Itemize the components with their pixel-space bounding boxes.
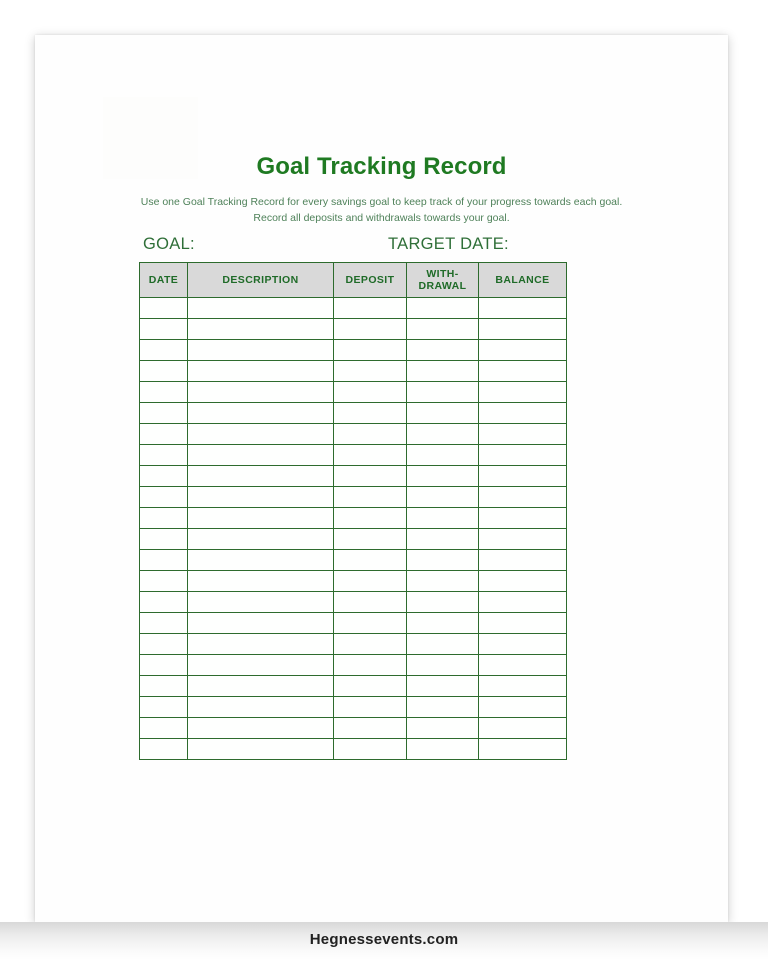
table-cell-deposit[interactable] bbox=[334, 571, 407, 592]
table-cell-withdrawal[interactable] bbox=[407, 424, 479, 445]
table-cell-date[interactable] bbox=[140, 403, 188, 424]
table-cell-deposit[interactable] bbox=[334, 298, 407, 319]
table-row bbox=[140, 319, 567, 340]
table-cell-deposit[interactable] bbox=[334, 424, 407, 445]
column-header-balance: BALANCE bbox=[479, 263, 567, 298]
table-cell-deposit[interactable] bbox=[334, 718, 407, 739]
table-cell-date[interactable] bbox=[140, 382, 188, 403]
column-header-deposit: DEPOSIT bbox=[334, 263, 407, 298]
table-cell-description[interactable] bbox=[188, 298, 334, 319]
table-cell-balance[interactable] bbox=[479, 487, 567, 508]
table-header-row bbox=[140, 263, 567, 298]
table-cell-withdrawal[interactable] bbox=[407, 403, 479, 424]
document-page bbox=[35, 35, 728, 922]
table-row bbox=[140, 655, 567, 676]
page-title: Goal Tracking Record bbox=[256, 153, 507, 180]
table-cell-balance[interactable] bbox=[479, 613, 567, 634]
table-row bbox=[140, 403, 567, 424]
table-row bbox=[140, 466, 567, 487]
table-row bbox=[140, 592, 567, 613]
table-cell-date[interactable] bbox=[140, 424, 188, 445]
table-cell-date[interactable] bbox=[140, 634, 188, 655]
table-row bbox=[140, 340, 567, 361]
table-row bbox=[140, 382, 567, 403]
table-cell-description[interactable] bbox=[188, 361, 334, 382]
table-cell-deposit[interactable] bbox=[334, 508, 407, 529]
table-cell-date[interactable] bbox=[140, 550, 188, 571]
table-cell-withdrawal[interactable] bbox=[407, 298, 479, 319]
table-cell-withdrawal[interactable] bbox=[407, 529, 479, 550]
table-cell-balance[interactable] bbox=[479, 319, 567, 340]
table-cell-date[interactable] bbox=[140, 445, 188, 466]
table-cell-deposit[interactable] bbox=[334, 634, 407, 655]
table-cell-description[interactable] bbox=[188, 697, 334, 718]
table-cell-deposit[interactable] bbox=[334, 319, 407, 340]
table-cell-balance[interactable] bbox=[479, 340, 567, 361]
table-row bbox=[140, 676, 567, 697]
table-cell-withdrawal[interactable] bbox=[407, 550, 479, 571]
table-cell-description[interactable] bbox=[188, 613, 334, 634]
table-cell-deposit[interactable] bbox=[334, 361, 407, 382]
table-cell-description[interactable] bbox=[188, 319, 334, 340]
goal-tracking-table bbox=[139, 262, 567, 760]
table-cell-date[interactable] bbox=[140, 487, 188, 508]
table-row bbox=[140, 487, 567, 508]
table-cell-description[interactable] bbox=[188, 571, 334, 592]
table-cell-withdrawal[interactable] bbox=[407, 319, 479, 340]
table-cell-withdrawal[interactable] bbox=[407, 445, 479, 466]
page-canvas bbox=[35, 35, 728, 922]
table-cell-date[interactable] bbox=[140, 676, 188, 697]
table-cell-balance[interactable] bbox=[479, 655, 567, 676]
site-footer-bar bbox=[0, 922, 768, 960]
table-cell-balance[interactable] bbox=[479, 697, 567, 718]
table-cell-withdrawal[interactable] bbox=[407, 655, 479, 676]
table-cell-description[interactable] bbox=[188, 718, 334, 739]
footer-site-name: Hegnessevents.com bbox=[309, 931, 459, 948]
table-cell-withdrawal[interactable] bbox=[407, 697, 479, 718]
table-cell-deposit[interactable] bbox=[334, 655, 407, 676]
table-cell-date[interactable] bbox=[140, 697, 188, 718]
table-cell-deposit[interactable] bbox=[334, 613, 407, 634]
table-row bbox=[140, 571, 567, 592]
table-row bbox=[140, 508, 567, 529]
table-cell-balance[interactable] bbox=[479, 739, 567, 760]
table-cell-description[interactable] bbox=[188, 739, 334, 760]
table-cell-balance[interactable] bbox=[479, 718, 567, 739]
table-cell-date[interactable] bbox=[140, 571, 188, 592]
table-cell-balance[interactable] bbox=[479, 634, 567, 655]
table-cell-withdrawal[interactable] bbox=[407, 613, 479, 634]
column-header-withdrawal: WITH- DRAWAL bbox=[407, 263, 479, 298]
table-cell-date[interactable] bbox=[140, 655, 188, 676]
target-date-label: TARGET DATE: bbox=[388, 235, 509, 253]
table-cell-withdrawal[interactable] bbox=[407, 340, 479, 361]
table-cell-balance[interactable] bbox=[479, 508, 567, 529]
goal-field-row bbox=[139, 235, 579, 259]
table-cell-deposit[interactable] bbox=[334, 466, 407, 487]
table-cell-deposit[interactable] bbox=[334, 382, 407, 403]
table-cell-withdrawal[interactable] bbox=[407, 361, 479, 382]
goal-label: GOAL: bbox=[143, 235, 195, 253]
table-cell-description[interactable] bbox=[188, 382, 334, 403]
table-cell-description[interactable] bbox=[188, 529, 334, 550]
table-cell-description[interactable] bbox=[188, 487, 334, 508]
column-header-date: DATE bbox=[140, 263, 188, 298]
page-subtitle: Use one Goal Tracking Record for every savings goal to keep track of your progress towards each goal. Record all deposits and withdrawals towards your goal. bbox=[140, 196, 623, 224]
table-cell-withdrawal[interactable] bbox=[407, 718, 479, 739]
table-cell-withdrawal[interactable] bbox=[407, 571, 479, 592]
table-cell-description[interactable] bbox=[188, 445, 334, 466]
column-header-description: DESCRIPTION bbox=[188, 263, 334, 298]
table-cell-deposit[interactable] bbox=[334, 676, 407, 697]
table-cell-date[interactable] bbox=[140, 613, 188, 634]
table-cell-balance[interactable] bbox=[479, 382, 567, 403]
table-cell-deposit[interactable] bbox=[334, 487, 407, 508]
table-cell-withdrawal[interactable] bbox=[407, 466, 479, 487]
table-cell-deposit[interactable] bbox=[334, 529, 407, 550]
table-cell-deposit[interactable] bbox=[334, 592, 407, 613]
table-cell-balance[interactable] bbox=[479, 529, 567, 550]
table-cell-balance[interactable] bbox=[479, 676, 567, 697]
table-cell-date[interactable] bbox=[140, 592, 188, 613]
table-row bbox=[140, 298, 567, 319]
table-row bbox=[140, 634, 567, 655]
table-cell-date[interactable] bbox=[140, 466, 188, 487]
table-cell-withdrawal[interactable] bbox=[407, 508, 479, 529]
table-cell-withdrawal[interactable] bbox=[407, 739, 479, 760]
table-cell-date[interactable] bbox=[140, 718, 188, 739]
table-cell-date[interactable] bbox=[140, 508, 188, 529]
table-cell-description[interactable] bbox=[188, 655, 334, 676]
table-cell-withdrawal[interactable] bbox=[407, 382, 479, 403]
table-cell-date[interactable] bbox=[140, 298, 188, 319]
table-row bbox=[140, 697, 567, 718]
table-cell-balance[interactable] bbox=[479, 445, 567, 466]
table-cell-deposit[interactable] bbox=[334, 340, 407, 361]
table-cell-description[interactable] bbox=[188, 550, 334, 571]
table-cell-withdrawal[interactable] bbox=[407, 487, 479, 508]
table-row bbox=[140, 529, 567, 550]
table-row bbox=[140, 613, 567, 634]
table-row bbox=[140, 424, 567, 445]
table-cell-date[interactable] bbox=[140, 529, 188, 550]
table-cell-description[interactable] bbox=[188, 592, 334, 613]
table-cell-description[interactable] bbox=[188, 403, 334, 424]
table-cell-deposit[interactable] bbox=[334, 697, 407, 718]
table-cell-balance[interactable] bbox=[479, 298, 567, 319]
table-cell-balance[interactable] bbox=[479, 424, 567, 445]
table-cell-balance[interactable] bbox=[479, 361, 567, 382]
table-cell-balance[interactable] bbox=[479, 550, 567, 571]
table-row bbox=[140, 445, 567, 466]
table-cell-deposit[interactable] bbox=[334, 445, 407, 466]
table-cell-withdrawal[interactable] bbox=[407, 592, 479, 613]
table-cell-description[interactable] bbox=[188, 508, 334, 529]
table-row bbox=[140, 739, 567, 760]
table-row bbox=[140, 361, 567, 382]
table-cell-deposit[interactable] bbox=[334, 403, 407, 424]
table-body bbox=[140, 298, 567, 760]
table-cell-deposit[interactable] bbox=[334, 550, 407, 571]
table-cell-withdrawal[interactable] bbox=[407, 634, 479, 655]
table-header bbox=[140, 263, 567, 298]
table-cell-date[interactable] bbox=[140, 361, 188, 382]
table-cell-date[interactable] bbox=[140, 739, 188, 760]
table-cell-balance[interactable] bbox=[479, 592, 567, 613]
table-cell-description[interactable] bbox=[188, 676, 334, 697]
table-cell-deposit[interactable] bbox=[334, 739, 407, 760]
table-cell-description[interactable] bbox=[188, 634, 334, 655]
table-cell-description[interactable] bbox=[188, 466, 334, 487]
table-cell-date[interactable] bbox=[140, 319, 188, 340]
table-cell-balance[interactable] bbox=[479, 403, 567, 424]
table-cell-description[interactable] bbox=[188, 424, 334, 445]
table-row bbox=[140, 550, 567, 571]
table-cell-balance[interactable] bbox=[479, 466, 567, 487]
table-cell-description[interactable] bbox=[188, 340, 334, 361]
table-cell-balance[interactable] bbox=[479, 571, 567, 592]
table-cell-withdrawal[interactable] bbox=[407, 676, 479, 697]
table-cell-date[interactable] bbox=[140, 340, 188, 361]
table-row bbox=[140, 718, 567, 739]
